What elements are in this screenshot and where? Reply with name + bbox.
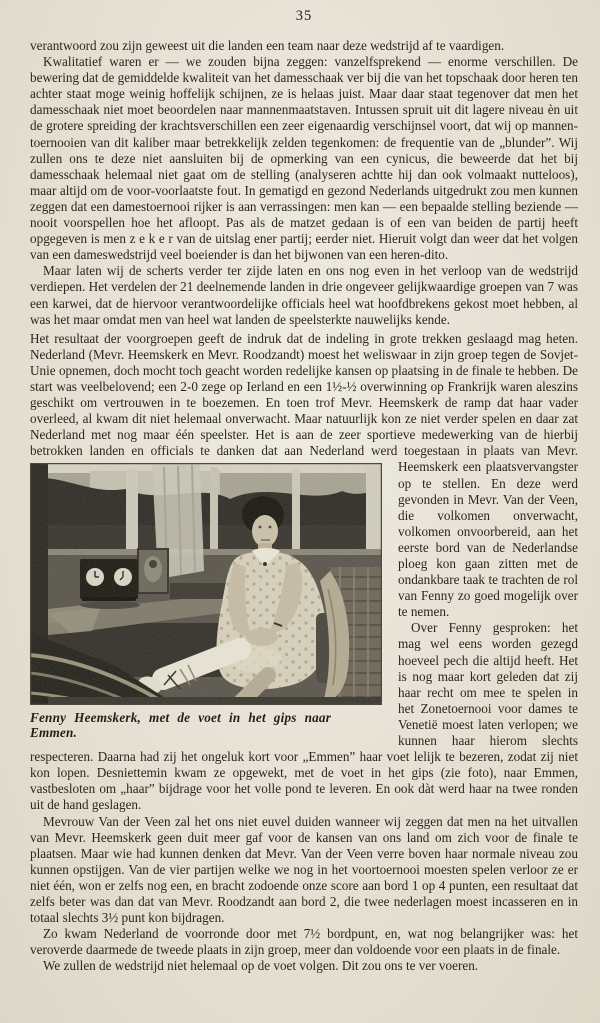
article-body: [30, 38, 578, 974]
paragraph-kwalitatief: Kwalitatief waren er — we zouden bijna zeggen: vanzelfsprekend — enorme verschillen. De bewering dat de gemiddelde kwaliteit van het damesschaak ver bij die van het topschaak door heren ten achter staat moge weinig hoffelijk schijnen, ze is helaas juist. Maar daar staat tegenover dat men het damesschaak niet moet beoordelen naar mannenmaatstaven. Intussen spruit uit dit lagere niveau èn uit de grotere spreiding der krachtsverschillen een zeer eigenaardig verschijnsel voort, dat wij op mannen-toernooien van dit kaliber maar betrekkelijk zelden tegenkomen: de frequentie van de „blunder”. Wij zullen ons te deze niet aansluiten bij de opmerking van een cynicus, die beweerde dat het bij damesschaak helemaal niet gaat om de stelling (analyseren achtte hij dan ook volmaakt nutteloos), maar altijd om de voor-voorlaatste fout. In gematigd en gezond Nederlands uitgedrukt zou men kunnen zeggen dat een damestoernooi rijker is aan verrassingen: men kan — een bepaalde stelling beziende — nooit voorspellen hoe het afloopt. Pas als de matzet gedaan is of een van beiden de partij heeft opgegeven is men z e k e r van de uitslag ener partij; eerder niet. Hieruit volgt dan weer dat het volgen van een dameswedstrijd veel boeiender is dan het bijwonen van een heren-dito.: [30, 54, 578, 263]
page-number: 35: [295, 8, 313, 24]
photo-caption: Fenny Heemskerk, met de voet in het gips naar Emmen.: [30, 710, 332, 741]
photo-grain: [30, 463, 382, 705]
paragraph-over-fenny: Over Fenny gesproken: het mag wel eens worden gezegd hoeveel pech die altijd heeft. Het is nog maar kort geleden dat zij haar recht om mee te spelen in het Zonetoernooi voor dames te Venetië moest laten verlopen; we kunnen haar hierom slechts respecteren. Daarna had zij het ongeluk kort voor „Emmen” haar voet lelijk te bezeren, zodat zij niet kon lopen. Desniettemin kwam ze opgewekt, met de voet in het gips (zie foto), naar Emmen, vastbesloten om „haar” bijdrage voor het volle pond te leveren. En ook dàt werd haar na twee ronden uit de hand geslagen.: [30, 620, 578, 813]
paragraph-segment-before-photo: Het resultaat der voorgroepen geeft de indruk dat de indeling in grote trekken geslaagd mag heten. Nederland (Mevr. Heemskerk en Mevr. Roodzandt) moest het weliswaar in zijn groep tegen de Sovjet-Unie opnemen, doch mocht toch geacht worden redelijke kansen op plaatsing in de finale te hebben. De start was veelbelovend; een 2-0 zege op Ierland en een 1½-½ overwinning op Frankrijk waren aleszins geschikt om vertrouwen in te boezemen. En toen trof Mevr. Heemskerk de ramp dat haar vader overleed, al kwam dit niet helemaal onverwacht. Maar natuurlijk kon ze niet verder spelen en daar zat Nederland met nog maar één speelster. Het is aan de zeer sportieve medewerking van de hierbij betrokken landen en officials te danken dat aan Nederland werd toegestaan in: [30, 330, 578, 459]
paragraph-segment-after-photo: plaats van Mevr. Heemskerk een plaatsvervangster op te stellen. En deze werd gevonden in Mevr. Van der Veen, die volkomen onverwacht, volkomen onvoorbereid, aan het eerste bord van de Nederlandse ploeg kon gaan zitten met de ondankbare taak te trachten de rol van Fenny zo goed mogelijk over te nemen.: [398, 443, 578, 620]
paragraph-scherts: Maar laten wij de scherts verder ter zijde laten en ons nog even in het verloop van de wedstrijd verdiepen. Het verdelen der 21 deelnemende landen in drie ongeveer gelijkwaardige groepen van 7 was een karwei, dat de hiervoor verantwoordelijke officials heel wat hoofdbrekens gekost moet hebben, al was het maar omdat men van heel wat landen de speelsterkte nauwelijks kende.: [30, 263, 578, 327]
paragraph-voorronde: Zo kwam Nederland de voorronde door met 7½ bordpunt, en, wat nog belangrijker was: het veroverde daarmede de tweede plaats in zijn groep, meer dan voldoende voor een plaats in de finale.: [30, 926, 578, 958]
paragraph-van-der-veen: Mevrouw Van der Veen zal het ons niet euvel duiden wanneer wij zeggen dat men na het uitvallen van Mevr. Heemskerk geen duit meer gaf voor de kansen van ons land om zich voor de finale te plaatsen. Maar wie had kunnen denken dat Mevr. Van der Veen verre boven haar normale niveau zou kunnen opstijgen. Van de vier partijen welke we nog in het voortoernooi moesten spelen verloor ze er niet één, won er zelfs nog een, en bracht zodoende onze score aan bord 1 op 4 punten, een resultaat dat zelfs beter was dan dat van Mevr. Roodzandt aan bord 2, die twee nederlagen moest incasseren en in totaal slechts 3½ punt kon bijdragen.: [30, 813, 578, 926]
photo-fenny-heemskerk: [30, 463, 382, 705]
photo-figure: [30, 463, 382, 740]
paragraph-continuation: verantwoord zou zijn geweest uit die landen een team naar deze wedstrijd af te vaardigen.: [30, 38, 505, 53]
paragraph-slot: We zullen de wedstrijd niet helemaal op de voet volgen. Dit zou ons te ver voeren.: [43, 958, 479, 974]
